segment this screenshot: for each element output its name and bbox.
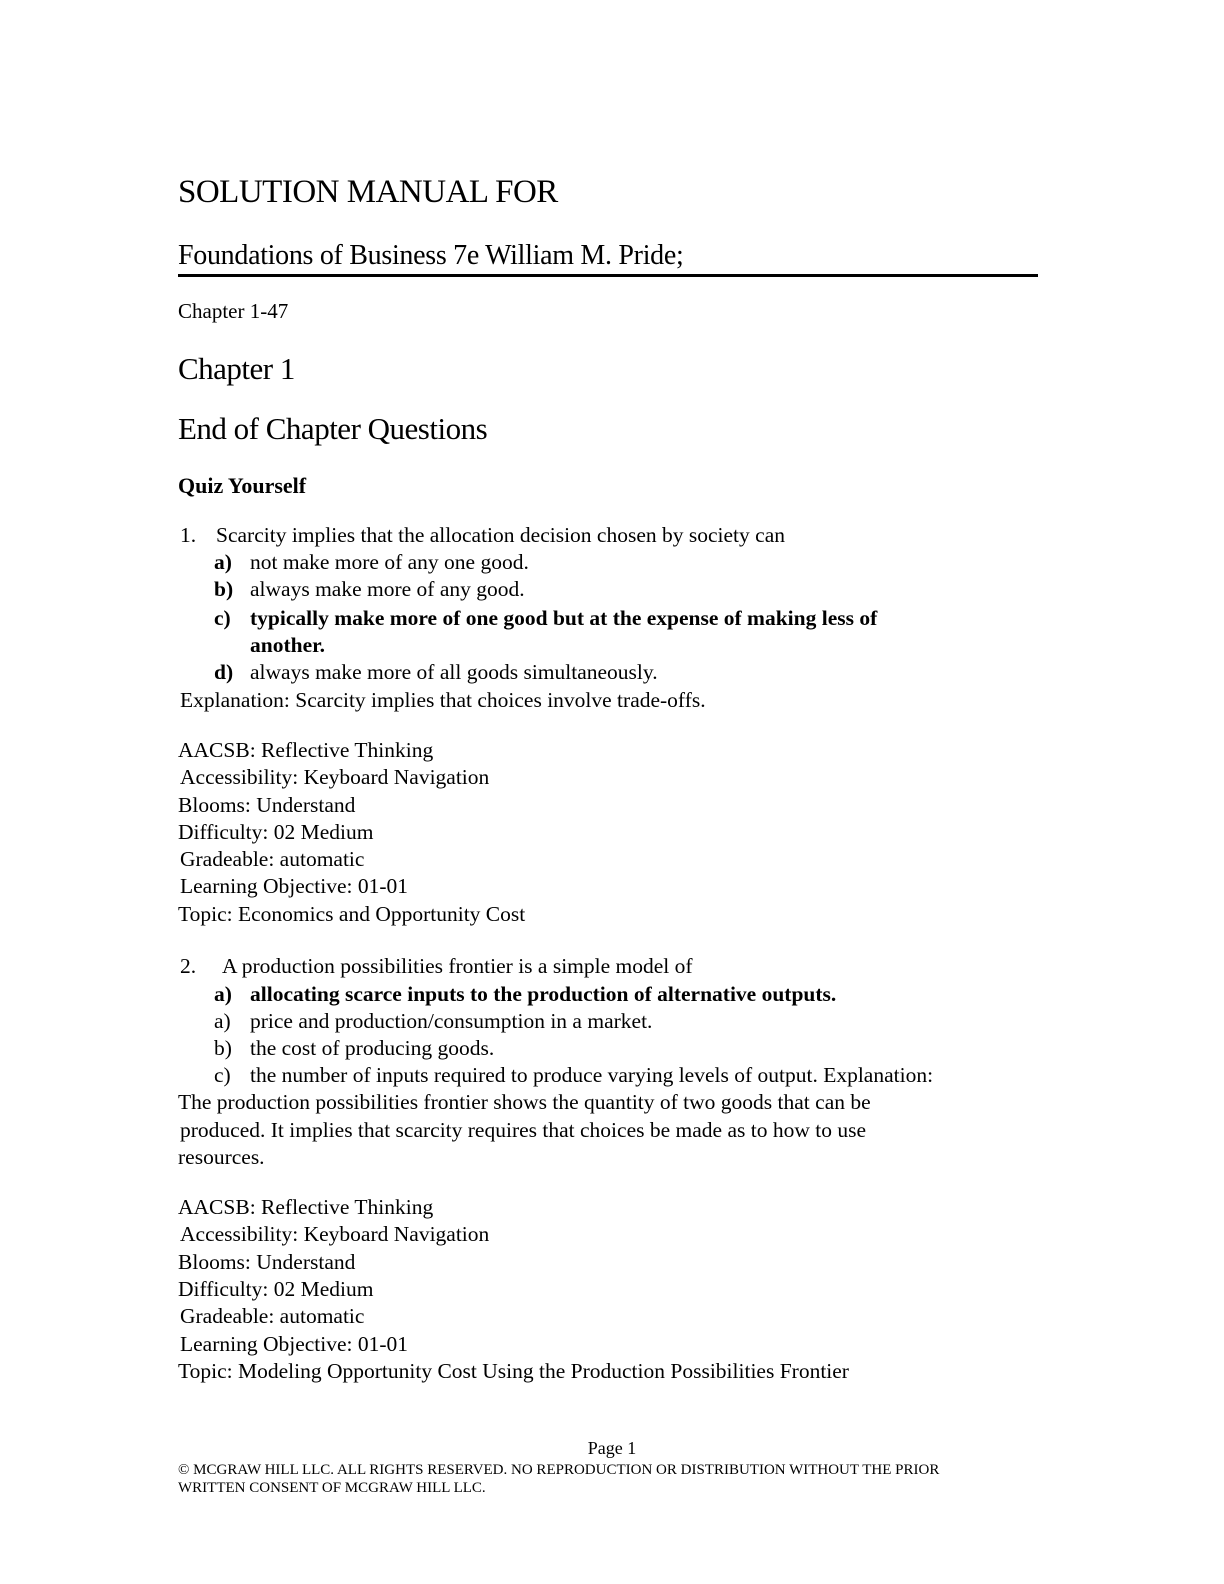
q1-meta-difficulty: Difficulty: 02 Medium [178, 820, 374, 844]
q2-meta-gradeable: Gradeable: automatic [180, 1304, 365, 1328]
subsection-heading: Quiz Yourself [178, 473, 307, 498]
question-number: 2. [180, 954, 197, 978]
book-title: Foundations of Business 7e William M. Pride; [178, 240, 684, 271]
title-divider [178, 274, 1038, 277]
q2-option-a: a) price and production/consumption in a market. [214, 1009, 653, 1033]
q1-meta-blooms: Blooms: Understand [178, 793, 356, 817]
q1-explanation: Explanation: Scarcity implies that choices involve trade-offs. [180, 688, 706, 712]
q2-meta-blooms: Blooms: Understand [178, 1250, 356, 1274]
q1-option-b: b) always make more of any good. [214, 577, 525, 601]
page-number: Page 1 [587, 1438, 637, 1458]
q2-explanation-line-2: produced. It implies that scarcity requires that choices be made as to how to use [180, 1118, 866, 1142]
q1-option-c-continued: another. [250, 633, 326, 657]
chapter-range: Chapter 1-47 [178, 299, 289, 323]
q2-meta-topic: Topic: Modeling Opportunity Cost Using the Production Possibilities Frontier [178, 1359, 849, 1383]
copyright-line-1: © MCGRAW HILL LLC. ALL RIGHTS RESERVED. NO REPRODUCTION OR DISTRIBUTION WITHOUT THE PRIOR [178, 1462, 940, 1478]
question-number: 1. [180, 523, 197, 547]
q2-meta-accessibility: Accessibility: Keyboard Navigation [180, 1222, 490, 1246]
q1-option-d: d) always make more of all goods simultaneously. [214, 660, 658, 684]
q2-option-c: c) the number of inputs required to produce varying levels of output. Explanation: [214, 1063, 934, 1087]
q1-meta-topic: Topic: Economics and Opportunity Cost [178, 902, 526, 926]
q2-explanation-line-3: resources. [178, 1145, 265, 1169]
q2-explanation-line-1: The production possibilities frontier shows the quantity of two goods that can be [178, 1090, 871, 1114]
q1-meta-accessibility: Accessibility: Keyboard Navigation [180, 765, 490, 789]
q2-meta-aacsb: AACSB: Reflective Thinking [178, 1195, 434, 1219]
question-1-stem: 1. Scarcity implies that the allocation decision chosen by society can [180, 523, 785, 547]
q2-option-a-correct: a) allocating scarce inputs to the production of alternative outputs. [214, 982, 837, 1006]
question-2-stem: 2. A production possibilities frontier is a simple model of [180, 954, 693, 978]
q1-meta-learning-objective: Learning Objective: 01-01 [180, 874, 409, 898]
q1-meta-aacsb: AACSB: Reflective Thinking [178, 738, 434, 762]
copyright-notice [178, 1461, 1058, 1497]
q1-option-c: c) typically make more of one good but at the expense of making less of [214, 606, 878, 630]
chapter-heading: Chapter 1 [178, 351, 295, 386]
copyright-line-2: WRITTEN CONSENT OF MCGRAW HILL LLC. [178, 1480, 486, 1496]
section-heading: End of Chapter Questions [178, 411, 488, 446]
q1-option-a: a) not make more of any one good. [214, 550, 529, 574]
q2-option-b: b) the cost of producing goods. [214, 1036, 495, 1060]
q2-meta-difficulty: Difficulty: 02 Medium [178, 1277, 374, 1301]
q1-meta-gradeable: Gradeable: automatic [180, 847, 365, 871]
document-title: SOLUTION MANUAL FOR [178, 174, 558, 210]
q2-meta-learning-objective: Learning Objective: 01-01 [180, 1332, 409, 1356]
